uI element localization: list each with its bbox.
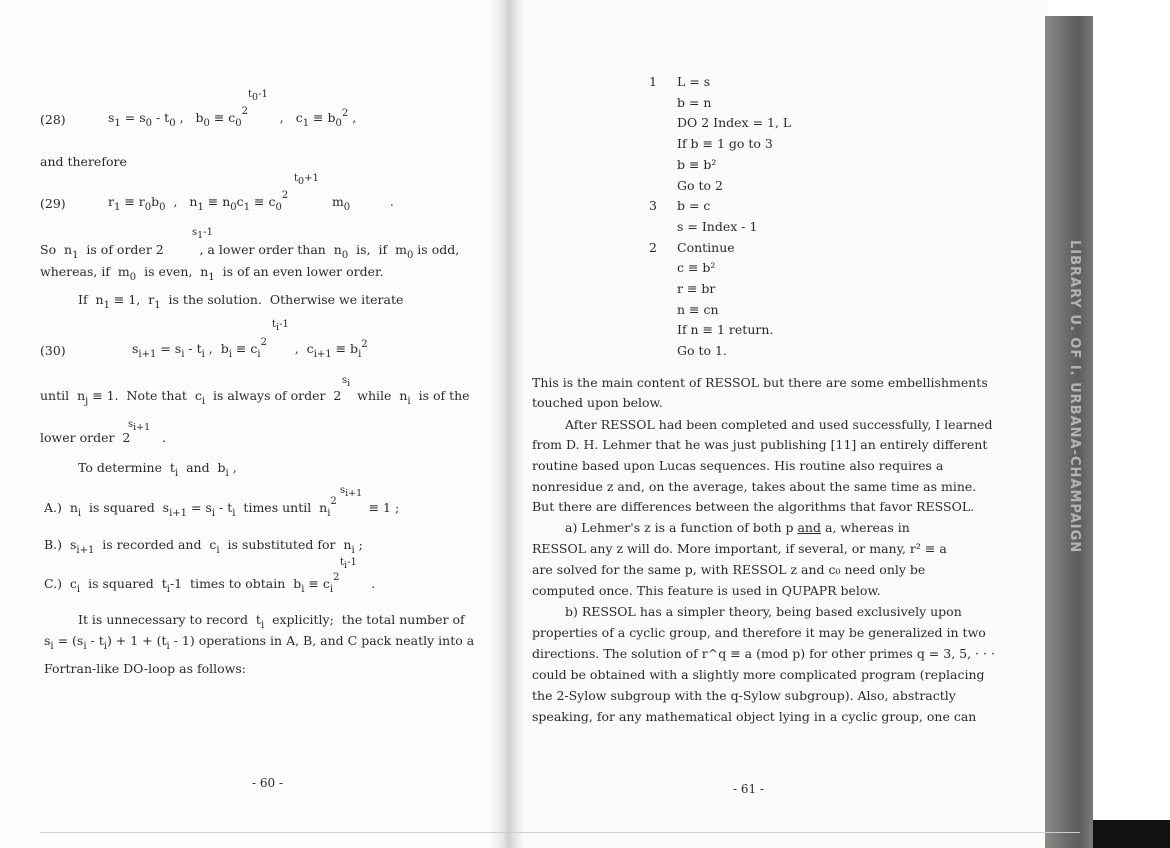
equation-28-label: (28) bbox=[40, 112, 66, 127]
paragraph-after-2: from D. H. Lehmer that he was just publishing [11] an entirely different bbox=[532, 437, 988, 452]
code-line: b ≡ b² bbox=[677, 157, 717, 172]
paragraph-b-3: directions. The solution of r^q ≡ a (mod p) for other primes q = 3, 5, · · · bbox=[532, 646, 995, 661]
paragraph-iterate: If $n_1 \equiv 1$, $r_1$ is the solution. Otherwise we iterate bbox=[78, 292, 404, 311]
paragraph-determine: To determine $t_i$ and $b_i$ , bbox=[78, 460, 237, 479]
code-line: r ≡ br bbox=[677, 281, 716, 296]
paragraph-b-1: b) RESSOL has a simpler theory, being based exclusively upon bbox=[565, 604, 962, 619]
code-line: Continue bbox=[677, 240, 735, 255]
book-gutter bbox=[490, 0, 524, 848]
code-line: If n ≡ 1 return. bbox=[677, 322, 774, 337]
code-line: If b ≡ 1 go to 3 bbox=[677, 136, 773, 151]
code-line: Go to 2 bbox=[677, 178, 723, 193]
paragraph-a-3: are solved for the same p, with RESSOL z and c₀ need only be bbox=[532, 562, 926, 577]
paragraph-a-2: RESSOL any z will do. More important, if several, or many, r² ≡ a bbox=[532, 541, 947, 556]
page-bottom-edge bbox=[40, 832, 1080, 833]
paragraph-b-6: speaking, for any mathematical object lying in a cyclic group, one can bbox=[532, 709, 977, 724]
code-line: n ≡ cn bbox=[677, 302, 719, 317]
scan-edge bbox=[1093, 0, 1170, 848]
code-line-label: 2 bbox=[649, 240, 657, 255]
code-line: DO 2 Index = 1, L bbox=[677, 115, 792, 130]
paragraph-main-2: touched upon below. bbox=[532, 395, 663, 410]
page-number-61: - 61 - bbox=[733, 782, 765, 796]
code-line: s = Index - 1 bbox=[677, 219, 758, 234]
paragraph-after-4: nonresidue z and, on the average, takes about the same time as mine. bbox=[532, 479, 977, 494]
left-page bbox=[0, 0, 500, 848]
paragraph-after-1: After RESSOL had been completed and used successfully, I learned bbox=[565, 417, 993, 432]
paragraph-unnecessary-2: $s_i = (s_i - t_i) + 1 + (t_i - 1)$ operations in A, B, and C pack neatly into a bbox=[44, 633, 475, 652]
paragraph-a-4: computed once. This feature is used in QUPAPR below. bbox=[532, 583, 881, 598]
code-line-label: 1 bbox=[649, 74, 657, 89]
paragraph-after-5: But there are differences between the algorithms that favor RESSOL. bbox=[532, 499, 975, 514]
code-line: Go to 1. bbox=[677, 343, 727, 358]
code-line-label: 3 bbox=[649, 198, 657, 213]
spine-library-stamp: LIBRARY U. OF I. URBANA-CHAMPAIGN bbox=[1067, 240, 1082, 554]
code-line: b = c bbox=[677, 198, 711, 213]
page-number-60: - 60 - bbox=[252, 776, 284, 790]
code-line: b = n bbox=[677, 95, 712, 110]
paragraph-a-1: a) Lehmer's z is a function of both p and a, whereas in bbox=[565, 520, 910, 535]
equation-29-label: (29) bbox=[40, 196, 66, 211]
code-line: L = s bbox=[677, 74, 711, 89]
paragraph-b-4: could be obtained with a slightly more complicated program (replacing bbox=[532, 667, 985, 682]
paragraph-unnecessary-1: It is unnecessary to record $t_i$ explicitly; the total number of bbox=[78, 612, 465, 631]
paragraph-b-5: the 2-Sylow subgroup with the q-Sylow subgroup). Also, abstractly bbox=[532, 688, 956, 703]
paragraph-after-3: routine based upon Lucas sequences. His routine also requires a bbox=[532, 458, 944, 473]
code-line: c ≡ b² bbox=[677, 260, 716, 275]
step-b: B.) $s_{i+1}$ is recorded and $c_i$ is substituted for $n_i$ ; bbox=[44, 537, 363, 556]
text-and-therefore: and therefore bbox=[40, 154, 127, 169]
equation-30-label: (30) bbox=[40, 343, 66, 358]
paragraph-b-2: properties of a cyclic group, and therefore it may be generalized in two bbox=[532, 625, 986, 640]
paragraph-main-1: This is the main content of RESSOL but there are some embellishments bbox=[532, 375, 988, 390]
paragraph-unnecessary-3: Fortran-like DO-loop as follows: bbox=[44, 661, 246, 676]
